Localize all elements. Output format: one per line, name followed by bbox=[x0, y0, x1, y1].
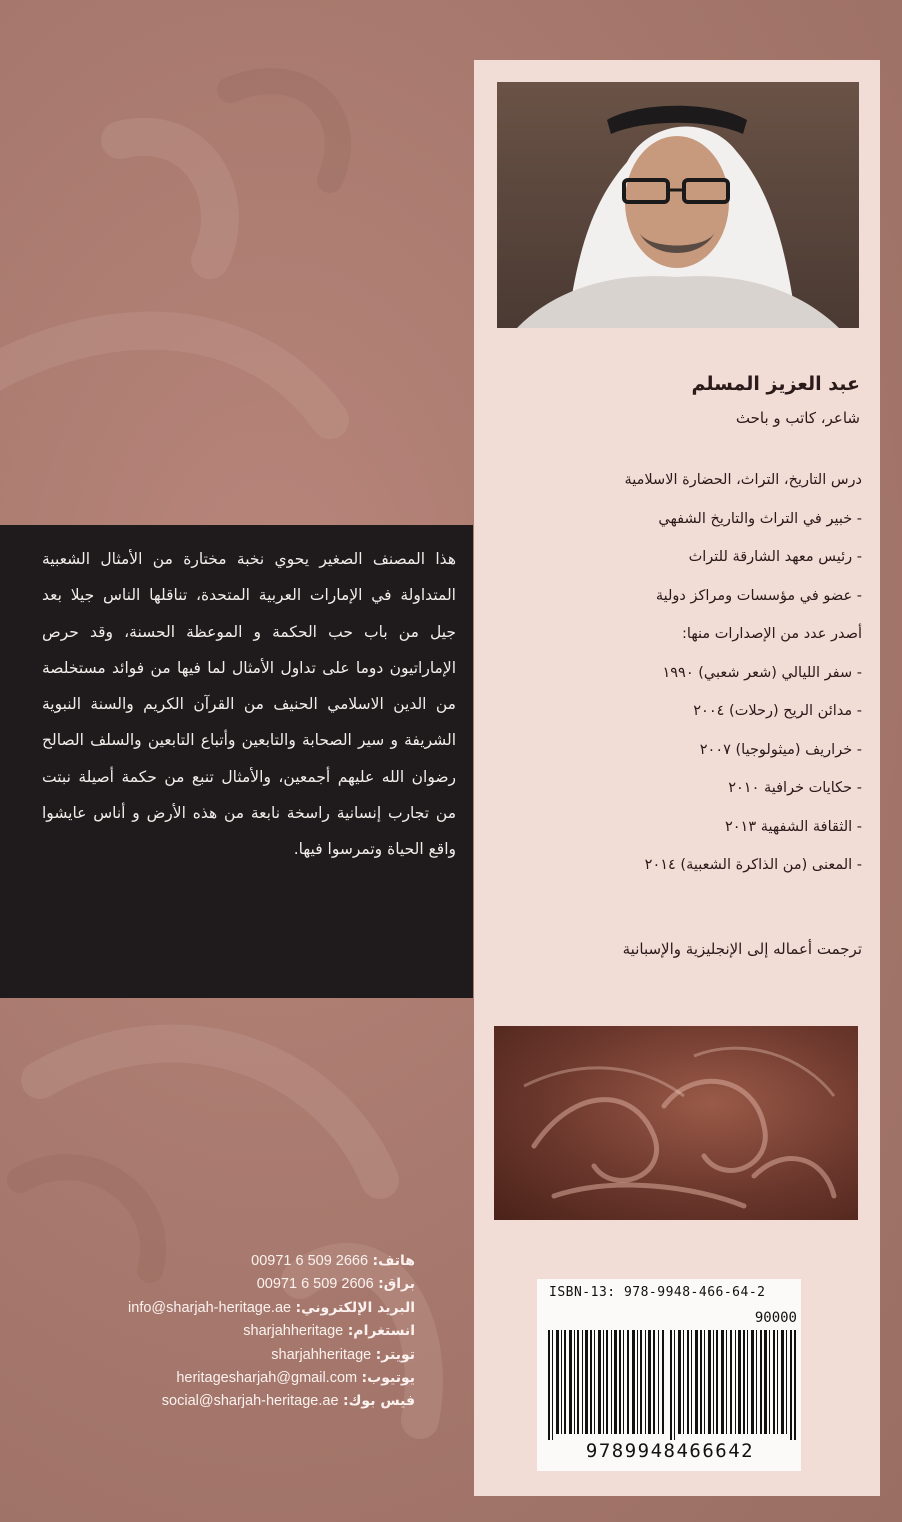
bio-line: - الثقافة الشفهية ٢٠١٣ bbox=[724, 818, 862, 835]
bio-line: أصدر عدد من الإصدارات منها: bbox=[682, 626, 862, 642]
bio-line: - رئيس معهد الشارقة للتراث bbox=[688, 549, 862, 565]
barcode-bars bbox=[548, 1330, 796, 1440]
contact-item-email: البريد الإلكتروني: info@sharjah-heritage.ae bbox=[128, 1299, 415, 1316]
synopsis-text: هذا المصنف الصغير يحوي نخبة مختارة من الأمثال الشعبية المتداولة في الإمارات العربية المتحدة، تناقلها الناس جيلا بعد جيل من باب حب الحكمة و الموعظة الحسنة، وقد حرص الإماراتيون دوما على تداول الأمثال لما فيها من فوائد مستخلصة من الدين الاسلامي الحنيف من القرآن الكريم والسنة النبوية الشريفة و سير الصحابة والتابعين وأتباع التابعين والسلف الصالح رضوان الله عليهم أجمعين، والأمثال تنبع من حكمة أصيلة نبتت من تجارب إنسانية راسخة نابعة من هذه الأرض و أناس عايشوا واقع الحياة وتمرسوا فيها. bbox=[42, 550, 456, 859]
bio-line: - خبير في التراث والتاريخ الشفهي bbox=[658, 510, 862, 527]
author-role: شاعر، كاتب و باحث bbox=[735, 409, 860, 427]
bio-line: - المعنى (من الذاكرة الشعبية) ٢٠١٤ bbox=[644, 857, 862, 873]
bio-line: درس التاريخ، التراث، الحضارة الاسلامية bbox=[624, 472, 862, 488]
author-name: عبد العزيز المسلم bbox=[691, 373, 860, 395]
contact-item-fax: براق: 00971 6 509 2606 bbox=[256, 1276, 415, 1293]
bio-line: - عضو في مؤسسات ومراكز دولية bbox=[655, 587, 862, 604]
contact-item-youtube: يوتيوب: heritagesharjah@gmail.com bbox=[176, 1369, 415, 1386]
isbn-text: ISBN-13: 978-9948-466-64-2 bbox=[549, 1285, 766, 1300]
bio-line: - حكايات خرافية ٢٠١٠ bbox=[728, 780, 862, 796]
bio-line: - خراريف (ميثولوجيا) ٢٠٠٧ bbox=[699, 741, 862, 758]
contact-item-twitter: تويتر: sharjahheritage bbox=[271, 1346, 415, 1363]
calligraphy-strokes bbox=[494, 1026, 858, 1220]
barcode-number: 9789948466642 bbox=[585, 1440, 755, 1462]
author-bio-list bbox=[500, 469, 862, 893]
bio-line: - سفر الليالي (شعر شعبي) ١٩٩٠ bbox=[662, 664, 862, 681]
contact-item-phone: هاتف: 00971 6 509 2666 bbox=[251, 1253, 415, 1269]
bio-line: - مدائن الريح (رحلات) ٢٠٠٤ bbox=[693, 703, 862, 719]
calligraphy-image bbox=[494, 1026, 858, 1220]
contact-item-facebook: فيس بوك: social@sharjah-heritage.ae bbox=[161, 1393, 415, 1410]
price-code: 90000 bbox=[754, 1310, 797, 1326]
portrait-illustration bbox=[497, 82, 859, 328]
author-photo bbox=[497, 82, 859, 328]
translations-note: ترجمت أعماله إلى الإنجليزية والإسبانية bbox=[622, 940, 862, 958]
contact-list bbox=[60, 1250, 415, 1414]
contact-item-instagram: انستغرام: sharjahheritage bbox=[243, 1323, 415, 1340]
